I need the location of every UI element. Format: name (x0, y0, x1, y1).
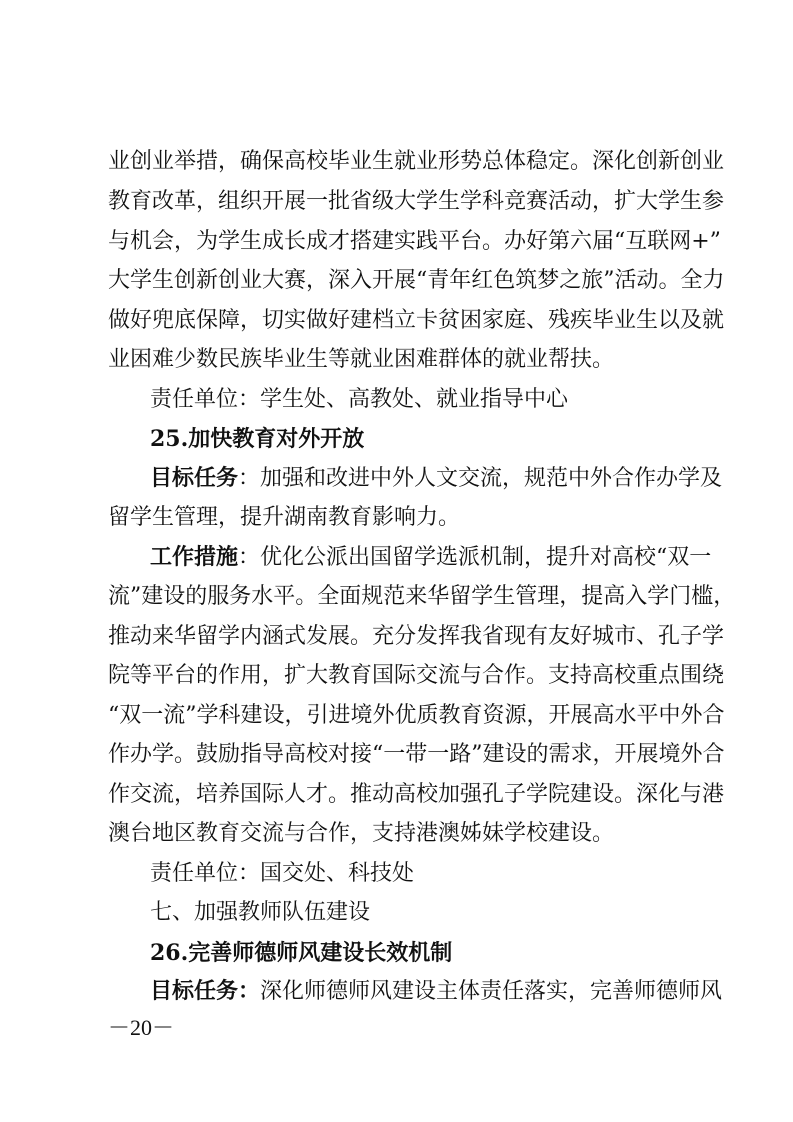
responsibility-text: ：学生处、高教处、就业指导中心 (238, 387, 569, 412)
body-line-2: 教育改革，组织开展一批省级大学生学科竞赛活动，扩大学生参 (108, 189, 725, 214)
measures-25-line-3: 推动来华留学内涵式发展。充分发挥我省现有友好城市、孔子学 (108, 624, 725, 649)
measures-25-line-6: 作办学。鼓励指导高校对接“一带一路”建设的需求，开展境外合 (108, 742, 725, 767)
goal-label: 目标任务： (150, 979, 261, 1004)
body-line-5: 做好兜底保障，切实做好建档立卡贫困家庭、残疾毕业生以及就 (108, 308, 725, 333)
goal-text: ：加强和改进中外人文交流，规范中外合作办学及 (238, 466, 723, 491)
responsibility-25 (150, 385, 568, 415)
goal-label: 目标任务 (150, 466, 239, 491)
goal-25-line-1 (150, 464, 722, 494)
measures-25-line-1 (150, 543, 711, 573)
goal-26-line-1 (150, 977, 722, 1007)
goal-text: 深化师德师风建设主体责任落实，完善师德师风 (260, 979, 723, 1004)
measures-25-line-2: 流”建设的服务水平。全面规范来华留学生管理，提高入学门槛， (108, 584, 736, 609)
measures-25-line-5: “双一流”学科建设，引进境外优质教育资源，开展高水平中外合 (108, 703, 725, 728)
responsibility-text: ：国交处、科技处 (238, 861, 415, 886)
body-line-3: 与机会，为学生成长成才搭建实践平台。办好第六届“互联网+” (108, 229, 721, 254)
section-heading-7: 七、加强教师队伍建设 (150, 900, 371, 925)
heading-25: 25.加快教育对外开放 (150, 426, 365, 452)
heading-26: 26.完善师德师风建设长效机制 (150, 940, 453, 966)
body-line-4: 大学生创新创业大赛，深入开展“青年红色筑梦之旅”活动。全力 (108, 268, 725, 293)
measures-text: ：优化公派出国留学选派机制，提升对高校“双一 (238, 545, 712, 570)
responsibility-25b (150, 859, 414, 889)
body-line-6: 业困难少数民族毕业生等就业困难群体的就业帮扶。 (108, 347, 615, 372)
body-line-1: 业创业举措，确保高校毕业生就业形势总体稳定。深化创新创业 (108, 149, 725, 174)
page-number: －20－ (108, 1015, 175, 1040)
measures-25-line-4: 院等平台的作用，扩大教育国际交流与合作。支持高校重点围绕 (108, 663, 725, 688)
responsibility-label: 责任单位 (150, 861, 239, 886)
measures-25-line-7: 作交流，培养国际人才。推动高校加强孔子学院建设。深化与港 (108, 782, 725, 807)
measures-label: 工作措施 (150, 545, 239, 570)
measures-25-line-8: 澳台地区教育交流与合作，支持港澳姊妹学校建设。 (108, 821, 615, 846)
goal-25-line-2: 留学生管理，提升湖南教育影响力。 (108, 505, 461, 530)
responsibility-label: 责任单位 (150, 387, 239, 412)
